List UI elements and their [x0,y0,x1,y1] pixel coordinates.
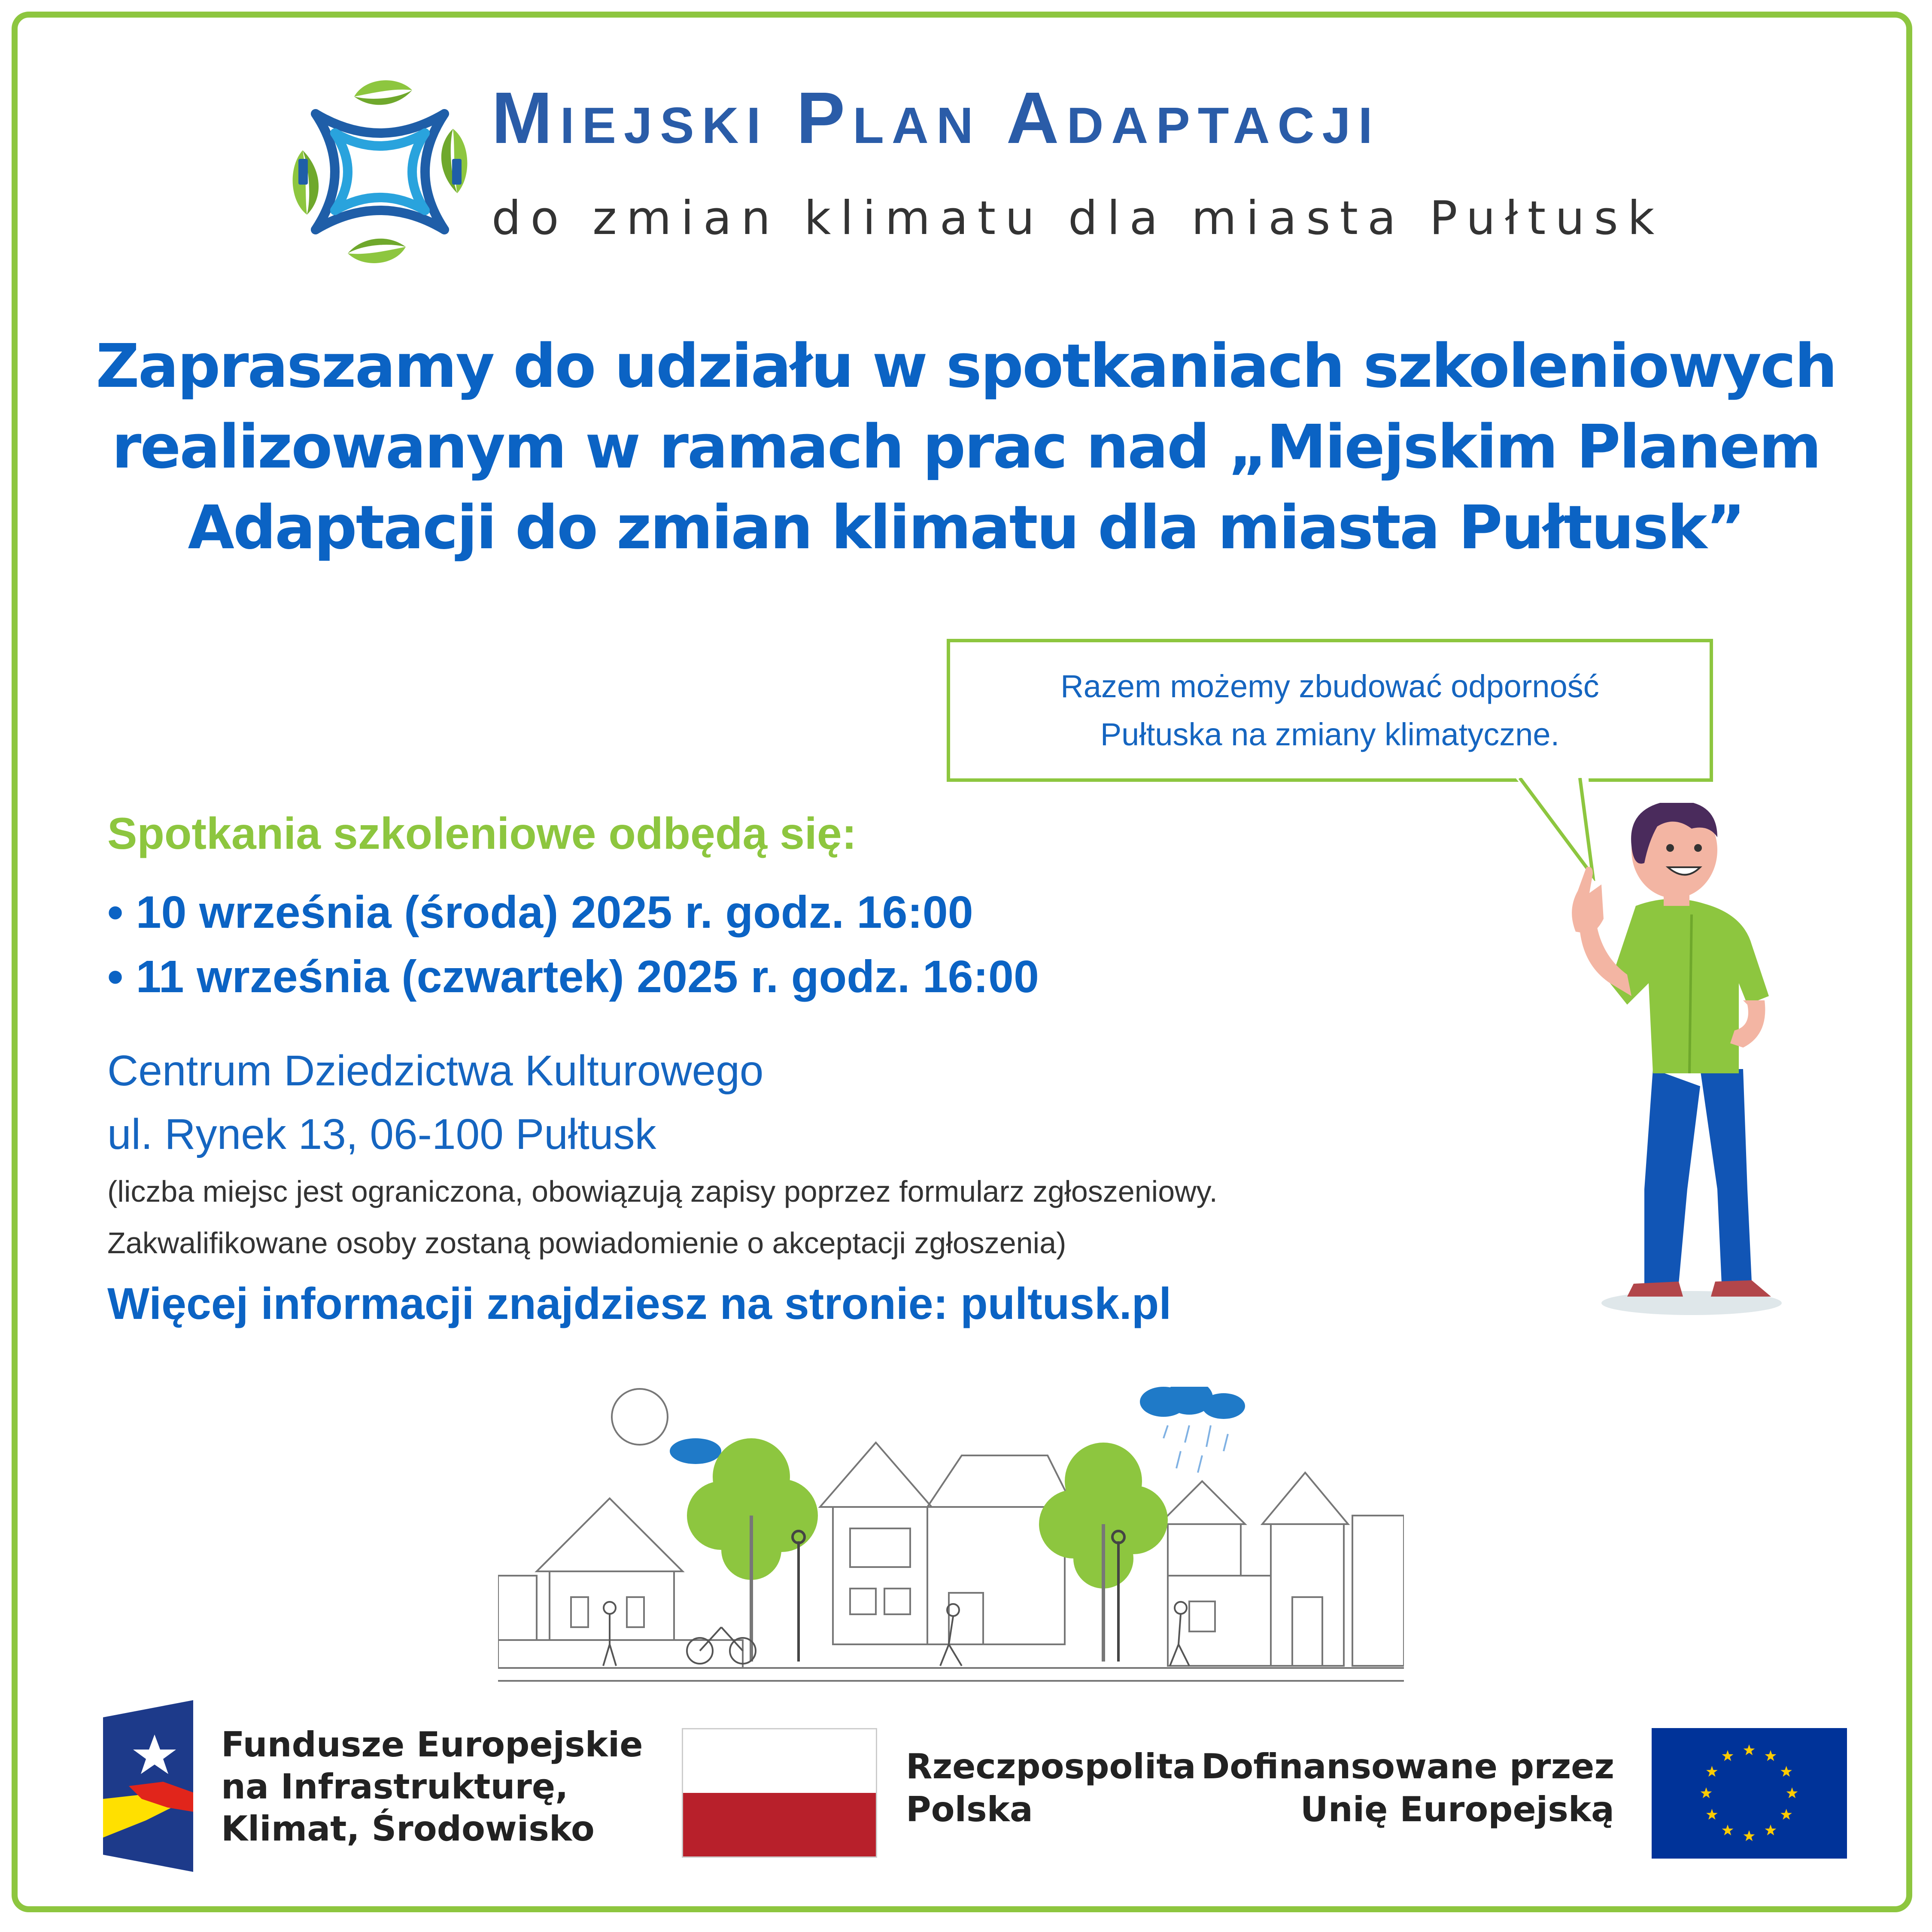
note-line: Zakwalifikowane osoby zostaną powiadomienie o akceptacji zgłoszenia) [107,1226,1066,1260]
sessions-heading: Spotkania szkoleniowe odbędą się: [107,809,857,859]
headline-line: Zapraszamy do udziału w spotkaniach szkoleniowych [96,331,1836,401]
speech-bubble [947,639,1713,782]
poland-name [906,1745,1196,1831]
sessions-list [107,880,1039,1009]
venue-block [107,1039,763,1166]
bubble-line: Razem możemy zbudować odporność [1060,668,1599,704]
town-street-illustration [498,1387,1404,1687]
note-line: (liczba miejsc jest ograniczona, obowiązują zapisy poprzez formularz zgłoszeniowy. [107,1175,1218,1208]
pl-line: Rzeczpospolita [906,1747,1196,1786]
venue-address: ul. Rynek 13, 06-100 Pułtusk [107,1110,656,1158]
page-title: Miejski Plan Adaptacji [492,77,1380,159]
headline-line: realizowanym w ramach prac nad „Miejskim Planem [112,412,1820,482]
eu-line: Unię Europejską [1300,1789,1614,1829]
registration-note [107,1166,1218,1269]
fe-line: na Infrastrukturę, [221,1767,568,1807]
eu-flag-icon [1652,1728,1847,1859]
fe-line: Klimat, Środowisko [221,1809,595,1849]
session-item: • 10 września (środa) 2025 r. godz. 16:00 [107,880,1039,945]
poland-flag-icon [682,1728,877,1858]
venue-name: Centrum Dziedzictwa Kulturowego [107,1047,764,1095]
page-subtitle: do zmian klimatu dla miasta Pułtusk [492,191,1664,245]
pl-line: Polska [906,1789,1033,1829]
adaptation-plan-logo-icon [290,73,470,270]
fe-program-name [221,1724,643,1850]
session-item: • 11 września (czwartek) 2025 r. godz. 16:00 [107,945,1039,1009]
waving-person-illustration [1563,803,1803,1318]
fe-line: Fundusze Europejskie [221,1725,643,1765]
more-info-link[interactable]: Więcej informacji znajdziesz na stronie: pultusk.pl [107,1279,1172,1329]
bubble-line: Pułtuska na zmiany klimatyczne. [1100,716,1560,752]
fe-logo-icon [103,1700,193,1872]
eu-line: Dofinansowane przez [1201,1747,1614,1786]
eu-cofunding-text [1201,1745,1614,1831]
invitation-headline [64,326,1868,568]
headline-line: Adaptacji do zmian klimatu dla miasta Pułtusk” [188,493,1744,563]
